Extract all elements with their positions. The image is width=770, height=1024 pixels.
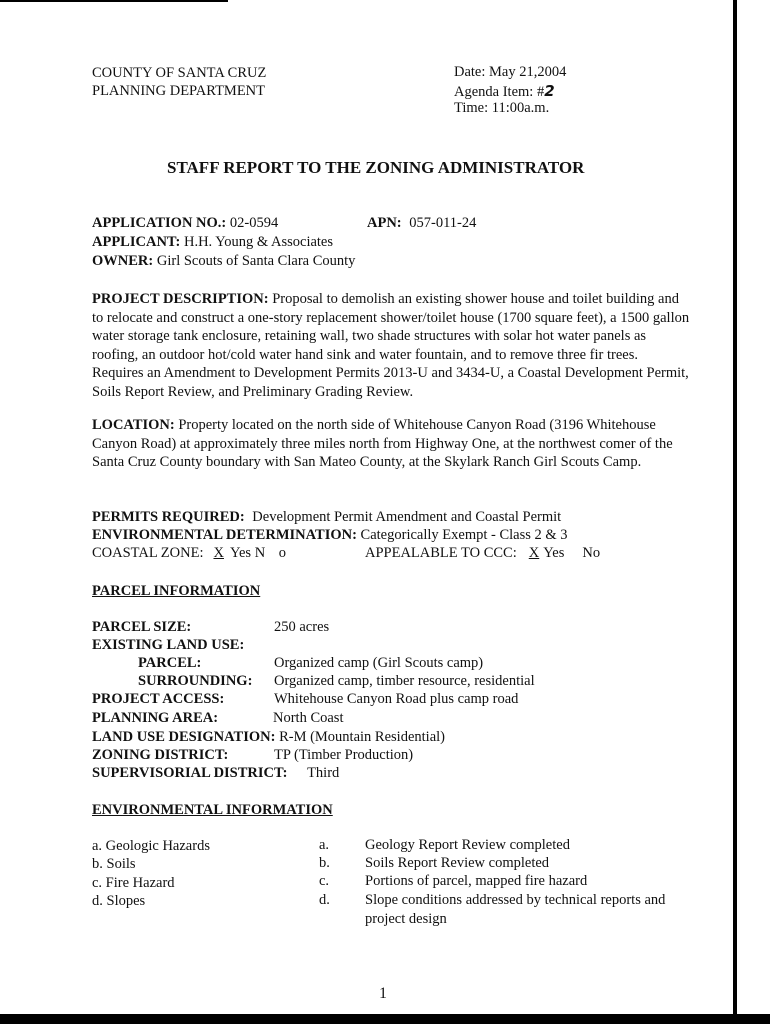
environmental-determination-value: Categorically Exempt - Class 2 & 3 [360, 527, 568, 543]
location-label: LOCATION: [92, 417, 175, 433]
application-number-label: APPLICATION NO.: [92, 215, 227, 231]
planning-area-value: North Coast [273, 710, 344, 726]
applicant [92, 234, 333, 251]
apn-value: 057-011-24 [409, 215, 477, 231]
env-item-letter-a: a. [319, 837, 330, 853]
permits-required-label: PERMITS REQUIRED: [92, 509, 245, 525]
application-number [92, 215, 278, 232]
right-edge-bar [733, 0, 737, 1024]
environmental-information-heading: ENVIRONMENTAL INFORMATION [92, 802, 333, 818]
zoning-district-label: ZONING DISTRICT: [92, 747, 229, 763]
page-title: STAFF REPORT TO THE ZONING ADMINISTRATOR [167, 158, 585, 177]
location-text: Property located on the north side of Whitehouse Canyon Road (3196 Whitehouse Canyon Road) at approximately three miles north from Highway One, at the northwest comer of the Santa Cruz County boundary with San Mateo County, at the Skylark Ranch Girl Scouts Camp. [92, 417, 673, 471]
org-name: COUNTY OF SANTA CRUZ [92, 65, 267, 81]
org-department: PLANNING DEPARTMENT [92, 83, 266, 99]
env-item-geologic-hazards: a. Geologic Hazards [92, 838, 210, 854]
existing-land-use-label: EXISTING LAND USE: [92, 637, 245, 653]
application-number-value: 02-0594 [229, 215, 279, 231]
owner [92, 253, 355, 270]
env-item-slopes: d. Slopes [92, 893, 146, 909]
appealable-no-blank [564, 545, 582, 561]
env-item-note-c: Portions of parcel, mapped fire hazard [365, 873, 588, 889]
agenda-item-label: Agenda Item: # [454, 84, 545, 100]
permits-required [92, 509, 561, 526]
coastal-zone-mark: X [213, 545, 224, 561]
supervisorial-district-label: SUPERVISORIAL DISTRICT: [92, 765, 288, 781]
environmental-determination-label: ENVIRONMENTAL DETERMINATION: [92, 527, 357, 543]
appealable-no: No [582, 545, 601, 561]
env-item-fire-hazard: c. Fire Hazard [92, 875, 175, 891]
env-item-letter-c: c. [319, 873, 330, 889]
report-date: Date: May 21,2004 [454, 64, 567, 80]
project-description-text: Proposal to demolish an existing shower house and toilet building and to relocate and construct a one-story replacement shower/toilet house (1700 square feet), a 1500 gallon water storage tank enclosure, retaining wall, two shade structures with solar hot water panels as roofing, an outdoor hot/cold water hand sink and water fountain, and to remove three fir trees. Requires an Amendment to Development Permits 2013-U and 3434-U, a Coastal Development Permit, Soils Report Review, and Preliminary Grading Review. [92, 291, 690, 400]
parcel-label: PARCEL: [138, 655, 202, 671]
land-use-designation-label: LAND USE DESIGNATION: [92, 729, 276, 745]
coastal-zone-yes: Yes N [229, 545, 266, 561]
permits-required-value: Development Permit Amendment and Coastal Permit [252, 509, 562, 525]
top-rule [0, 0, 228, 2]
report-time: Time: 11:00a.m. [454, 100, 550, 116]
owner-value: Girl Scouts of Santa Clara County [156, 253, 356, 269]
env-item-note-b: Soils Report Review completed [365, 855, 550, 871]
owner-label: OWNER: [92, 253, 154, 269]
page-number: 1 [379, 985, 387, 1002]
appealable-mark: X [528, 545, 540, 561]
bottom-edge-bar [0, 1014, 770, 1024]
apn-label: APN: [367, 215, 402, 231]
project-description-label: PROJECT DESCRIPTION: [92, 291, 269, 307]
land-use-designation-value: R-M (Mountain Residential) [279, 729, 445, 745]
applicant-label: APPLICANT: [92, 234, 181, 250]
project-access-value: Whitehouse Canyon Road plus camp road [274, 691, 519, 707]
applicant-value: H.H. Young & Associates [183, 234, 334, 250]
supervisorial-district [92, 765, 339, 782]
project-access-label: PROJECT ACCESS: [92, 691, 225, 707]
environmental-determination [92, 527, 568, 544]
appealable-label: APPEALABLE TO CCC: [365, 545, 517, 561]
env-item-note-d-cont: project design [365, 911, 447, 927]
coastal-zone-label: COASTAL ZONE: [92, 545, 204, 561]
planning-area-label: PLANNING AREA: [92, 710, 219, 726]
parcel-information-heading: PARCEL INFORMATION [92, 583, 261, 599]
project-description [92, 290, 692, 402]
parcel-size-value: 250 acres [274, 619, 330, 635]
coastal-zone-no-fragment: o [278, 545, 287, 561]
surrounding-value: Organized camp, timber resource, residential [274, 673, 535, 689]
agenda-item [454, 82, 555, 101]
coastal-zone [92, 545, 286, 562]
env-item-soils: b. Soils [92, 856, 136, 872]
env-item-note-a: Geology Report Review completed [365, 837, 570, 853]
appealable-yes: Yes [543, 545, 565, 561]
parcel-size-label: PARCEL SIZE: [92, 619, 192, 635]
land-use-designation [92, 729, 445, 746]
env-item-note-d: Slope conditions addressed by technical reports and [365, 892, 666, 908]
surrounding-label: SURROUNDING: [138, 673, 253, 689]
zoning-district-value: TP (Timber Production) [274, 747, 414, 763]
parcel-value: Organized camp (Girl Scouts camp) [274, 655, 484, 671]
env-item-letter-b: b. [319, 855, 330, 871]
appealable-to-ccc [365, 545, 600, 562]
apn [367, 215, 476, 232]
supervisorial-district-value: Third [307, 765, 340, 781]
agenda-item-value: 2 [544, 82, 555, 100]
env-item-letter-d: d. [319, 892, 330, 908]
location [92, 416, 692, 472]
